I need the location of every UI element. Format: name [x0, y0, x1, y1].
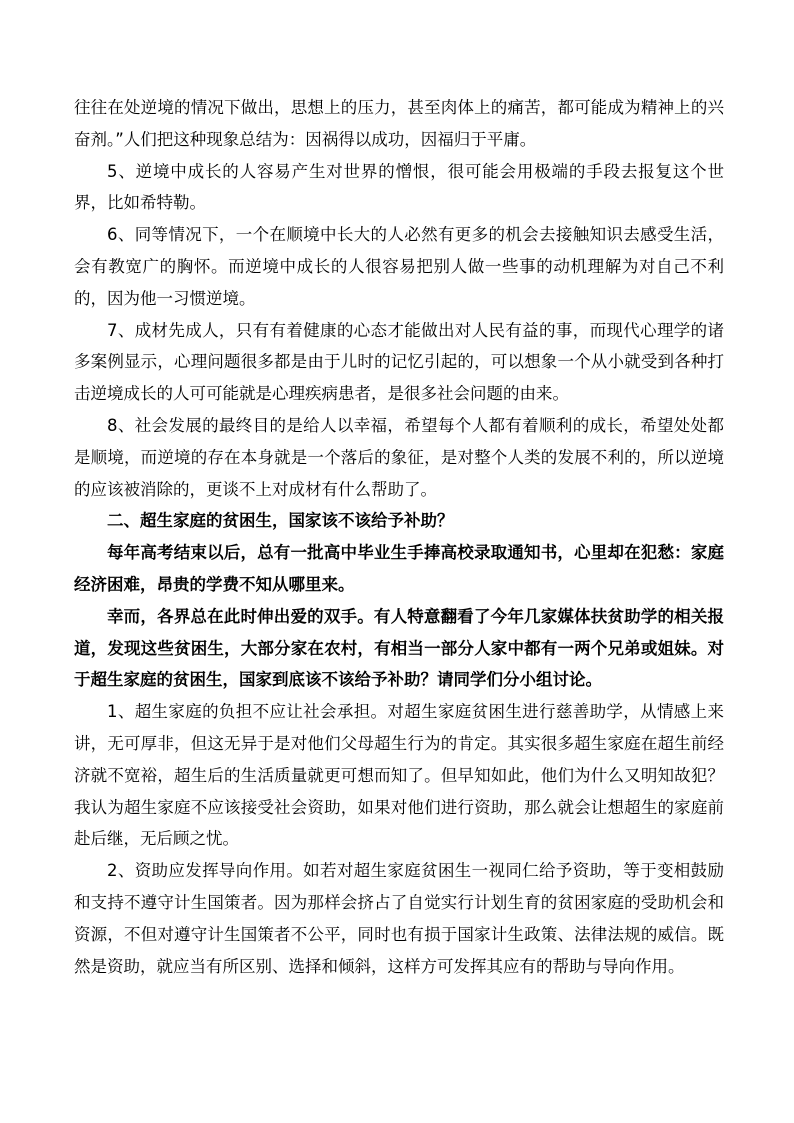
paragraph-point-8: 8、社会发展的最终目的是给人以幸福，希望每个人都有着顺利的成长，希望处处都是顺境，而逆境的存在本身就是一个落后的象征，是对整个人类的发展不利的，所以逆境的应该被消除的，更谈不上对成材有什么帮助了。: [74, 415, 724, 499]
document-page: [74, 92, 724, 982]
paragraph-continuation: 往往在处逆境的情况下做出，思想上的压力，甚至肉体上的痛苦，都可能成为精神上的兴奋剂。”人们把这种现象总结为：因祸得以成功，因福归于平庸。: [74, 98, 724, 149]
section-heading-2: 二、超生家庭的贫困生，国家该不该给予补助？: [107, 511, 454, 531]
paragraph-argument-2: 2、资助应发挥导向作用。如若对超生家庭贫困生一视同仁给予资助，等于变相鼓励和支持不遵守计生国策者。因为那样会挤占了自觉实行计划生育的贫困家庭的受助机会和资源，不但对遵守计生国策者不公平，同时也有损于国家计生政策、法律法规的威信。既然是资助，就应当有所区别、选择和倾斜，这样方可发挥其应有的帮助与导向作用。: [74, 861, 724, 976]
paragraph-context-1: 每年高考结束以后，总有一批高中毕业生手捧高校录取通知书，心里却在犯愁：家庭经济困难，昂贵的学费不知从哪里来。: [74, 543, 724, 594]
paragraph-point-5: 5、逆境中成长的人容易产生对世界的憎恨，很可能会用极端的手段去报复这个世界，比如希特勒。: [74, 161, 724, 213]
paragraph-point-6: 6、同等情况下，一个在顺境中长大的人必然有更多的机会去接触知识去感受生活，会有教宽广的胸怀。而逆境中成长的人很容易把别人做一些事的动机理解为对自己不利的，因为他一习惯逆境。: [74, 225, 724, 308]
paragraph-context-2: 幸而，各界总在此时伸出爱的双手。有人特意翻看了今年几家媒体扶贫助学的相关报道，发现这些贫困生，大部分家在农村，有相当一部分人家中都有一两个兄弟或姐妹。对于超生家庭的贫困生，国家到底该不该给予补助？请同学们分小组讨论。: [74, 606, 724, 690]
paragraph-point-7: 7、成材先成人，只有有着健康的心态才能做出对人民有益的事，而现代心理学的诸多案例显示，心理问题很多都是由于儿时的记忆引起的，可以想象一个从小就受到各种打击逆境成长的人可可能就是心理疾病患者，是很多社会问题的由来。: [74, 320, 724, 404]
paragraph-argument-1: 1、超生家庭的负担不应让社会承担。对超生家庭贫困生进行慈善助学，从情感上来讲，无可厚非，但这无异于是对他们父母超生行为的肯定。其实很多超生家庭在超生前经济就不宽裕，超生后的生活质量就更可想而知了。但早知如此，他们为什么又明知故犯？我认为超生家庭不应该接受社会资助，如果对他们进行资助，那么就会让想超生的家庭前赴后继，无后顾之忧。: [74, 702, 724, 849]
